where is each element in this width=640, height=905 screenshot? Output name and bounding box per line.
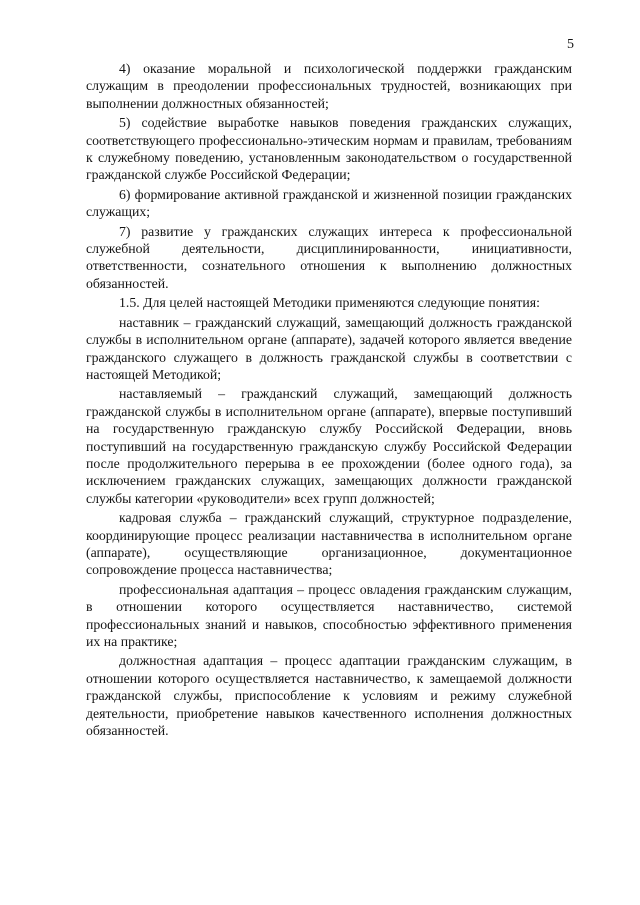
document-body [86,60,572,739]
list-item-7: 7) развитие у гражданских служащих интереса к профессиональной служебной деятельности, дисциплинированности, инициативности, ответственности, сознательного отношения к выполнению должностных обязанностей. [86,223,572,291]
list-item-6: 6) формирование активной гражданской и жизненной позиции гражданских служащих; [86,186,572,220]
page-number: 5 [567,37,574,52]
definition-hr-service: кадровая служба – гражданский служащий, структурное подразделение, координирующие процесс реализации наставничества в исполнительном органе (аппарате), осуществляющие организационное, документационное сопровождение процесса наставничества; [86,510,572,578]
definition-mentee: наставляемый – гражданский служащий, замещающий должность гражданской службы в исполнительном органе (аппарате), впервые поступивший на государственную гражданскую службу Российской Федерации, вновь поступивший на государственную гражданскую службу Российской Федерации после продолжительного перерыва в ее прохождении (более одного года), за исключением гражданских служащих, замещающих должности гражданской службы категории «руководители» всех групп должностей; [86,386,572,506]
definition-professional-adaptation: профессиональная адаптация – процесс овладения гражданским служащим, в отношении которого осуществляется наставничество, системой профессиональных знаний и навыков, способностью эффективного применения их на практике; [86,581,572,649]
definition-mentor: наставник – гражданский служащий, замещающий должность гражданской службы в исполнительном органе (аппарате), задачей которого является введение гражданского служащего в должность гражданской службы в соответствии с настоящей Методикой; [86,314,572,382]
list-item-5: 5) содействие выработке навыков поведения гражданских служащих, соответствующего профессионально-этическим нормам и правилам, требованиям к служебному поведению, установленным законодательством о государственной гражданской службе Российской Федерации; [86,115,572,183]
list-item-4: 4) оказание моральной и психологической поддержки гражданским служащим в преодолении профессиональных трудностей, возникающих при выполнении должностных обязанностей; [86,61,572,111]
definition-position-adaptation: должностная адаптация – процесс адаптации гражданским служащим, в отношении которого осуществляется наставничество, к замещаемой должности гражданской службы, приспособление к условиям и режиму служебной деятельности, приобретение навыков качественного исполнения должностных обязанностей. [86,653,572,739]
section-1-5-intro: 1.5. Для целей настоящей Методики применяются следующие понятия: [119,295,540,311]
